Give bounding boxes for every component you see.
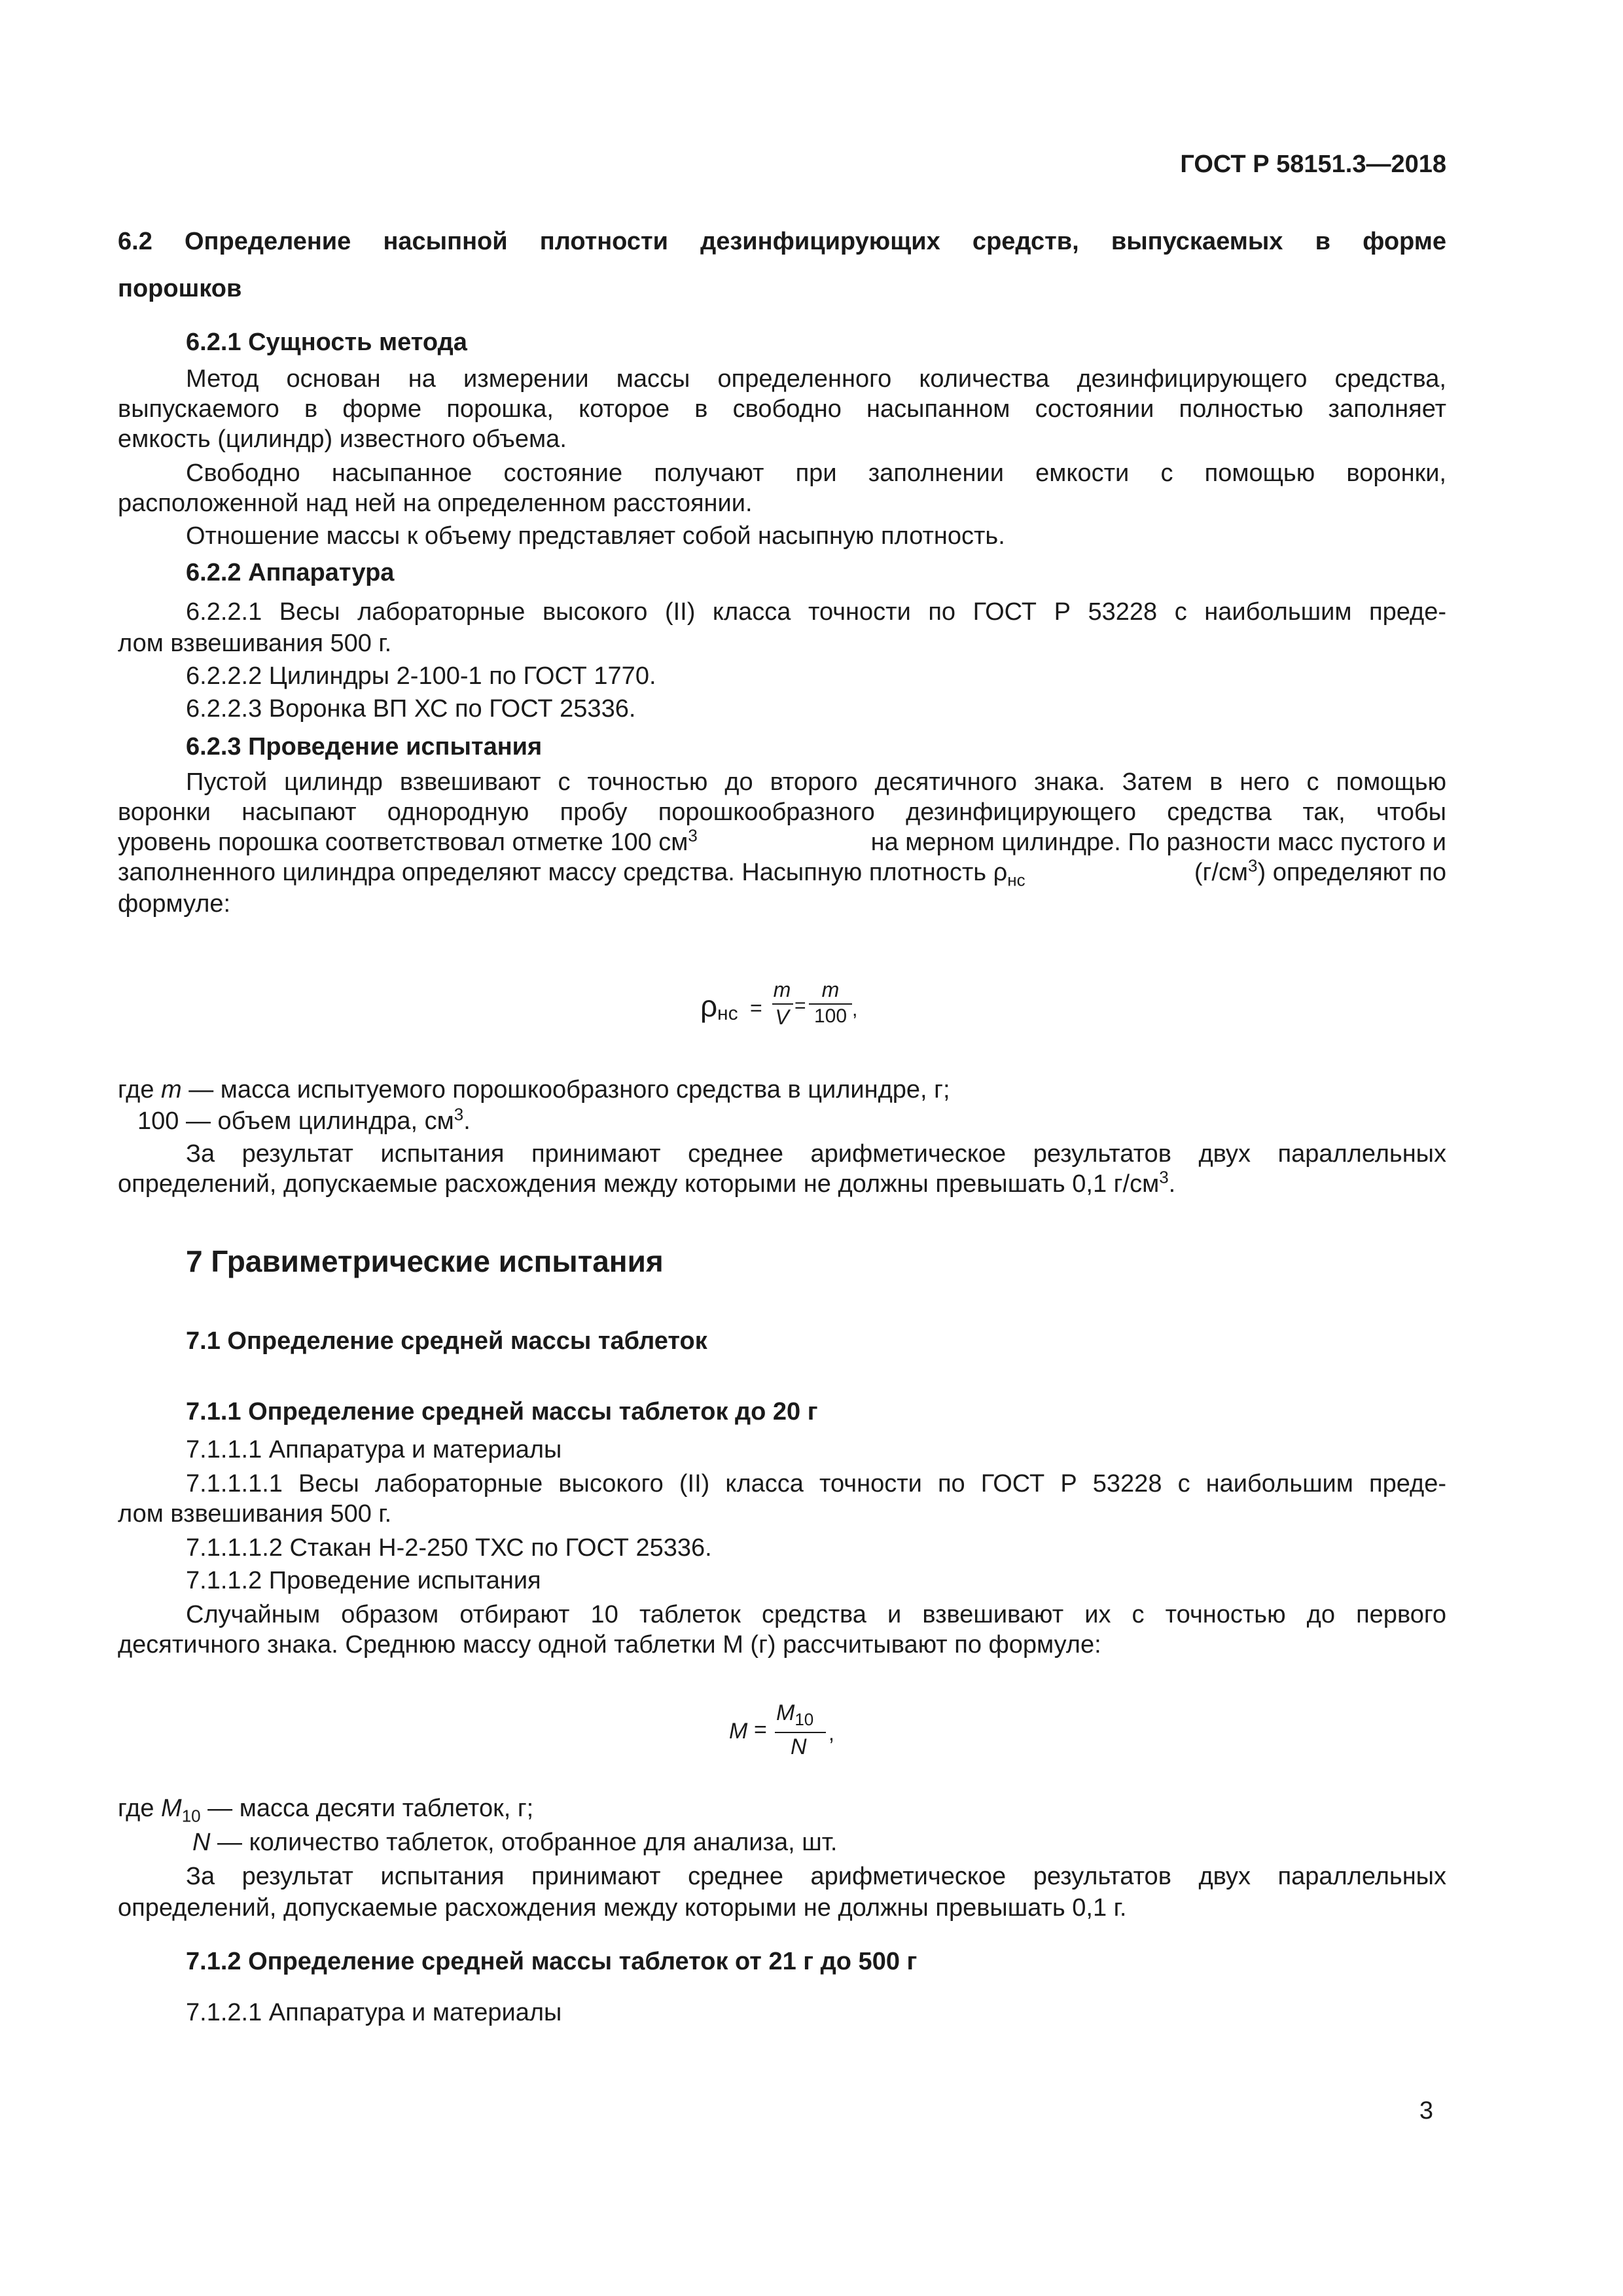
formula-eq: = xyxy=(754,1717,767,1742)
paragraph-line: Свободно насыпанное состояние получают при заполнении емкости с помощью воронки, xyxy=(186,459,1446,487)
section-6-2-3-title: 6.2.3 Проведение испытания xyxy=(186,733,543,761)
section-7-1-1-title: 7.1.1 Определение средней массы таблеток до 20 г xyxy=(186,1398,818,1426)
formula-comma: , xyxy=(852,999,858,1020)
subscript: нс xyxy=(1007,870,1026,890)
paragraph-line xyxy=(118,1169,1175,1199)
text-fragment: 100 — объем цилиндра, см xyxy=(137,1107,454,1135)
formula-den: N xyxy=(791,1734,807,1759)
paragraph-line: формуле: xyxy=(118,890,231,918)
section-7-1-title: 7.1 Определение средней массы таблеток xyxy=(186,1327,707,1355)
paragraph-line: воронки насыпают однородную пробу порошкообразного дезинфицирующего средства так, чтобы xyxy=(118,798,1446,826)
paragraph-line xyxy=(192,1827,837,1857)
text-fragment: . xyxy=(1168,1170,1176,1198)
paragraph-line: емкость (цилиндр) известного объема. xyxy=(118,425,567,453)
variable: M xyxy=(776,1700,795,1725)
text-fragment: — масса испытуемого порошкообразного средства в цилиндре, г; xyxy=(188,1076,950,1103)
variable: N xyxy=(192,1829,211,1856)
superscript: 3 xyxy=(688,825,698,846)
page-number: 3 xyxy=(1419,2097,1433,2125)
section-6-2-title-line1: 6.2 Определение насыпной плотности дезинфицирующих средств, выпускаемых в форме xyxy=(118,228,1446,255)
paragraph-line: 7.1.2.1 Аппаратура и материалы xyxy=(186,1999,562,2026)
paragraph-line: Пустой цилиндр взвешивают с точностью до второго десятичного знака. Затем в него с помощью xyxy=(186,768,1446,796)
paragraph-line: Метод основан на измерении массы определенного количества дезинфицирующего средства, xyxy=(186,365,1446,393)
section-7-title: 7 Гравиметрические испытания xyxy=(186,1244,664,1278)
formula-num xyxy=(776,1700,814,1729)
formula-den-100: 100 xyxy=(813,1005,847,1027)
paragraph-line xyxy=(118,1793,534,1826)
fraction-bar xyxy=(775,1732,826,1733)
formula-rho: ρ xyxy=(700,989,718,1023)
variable: M xyxy=(161,1795,182,1822)
paragraph-line: 7.1.1.1.2 Стакан Н-2-250 ТХС по ГОСТ 25336. xyxy=(186,1534,712,1562)
fraction-bar xyxy=(809,1003,852,1005)
formula-comma: , xyxy=(829,1721,834,1745)
text-fragment: . xyxy=(463,1107,471,1135)
paragraph-line: Отношение массы к объему представляет собой насыпную плотность. xyxy=(186,522,1005,550)
text-fragment: — количество таблеток, отобранное для анализа, шт. xyxy=(217,1829,838,1856)
formula-rho-sub: нс xyxy=(717,1003,738,1024)
section-6-2-title-line2: порошков xyxy=(118,275,242,302)
paragraph-line: 7.1.1.2 Проведение испытания xyxy=(186,1567,541,1594)
paragraph-line: 7.1.1.1.1 Весы лабораторные высокого (II) класса точности по ГОСТ Р 53228 с наибольшим преде- xyxy=(186,1470,1446,1498)
paragraph-line: 6.2.2.3 Воронка ВП ХС по ГОСТ 25336. xyxy=(186,695,636,723)
paragraph-line xyxy=(118,827,1446,857)
text-fragment: где xyxy=(118,1795,154,1822)
paragraph-line xyxy=(118,1075,950,1105)
fraction-bar xyxy=(772,1003,793,1005)
paragraph-line: За результат испытания принимают среднее арифметическое результатов двух параллельных xyxy=(186,1140,1446,1168)
paragraph-line: определений, допускаемые расхождения между которыми не должны превышать 0,1 г. xyxy=(118,1894,1127,1922)
paragraph-line: десятичного знака. Среднюю массу одной таблетки М (г) рассчитывают по формуле: xyxy=(118,1631,1101,1659)
paragraph-line: лом взвешивания 500 г. xyxy=(118,1500,392,1528)
formula-eq: = xyxy=(750,996,762,1020)
paragraph-line: 7.1.1.1 Аппаратура и материалы xyxy=(186,1436,562,1463)
formula-den-v: V xyxy=(775,1005,789,1029)
paragraph-line: расположенной над ней на определенном расстоянии. xyxy=(118,490,753,517)
paragraph-line: 6.2.2.2 Цилиндры 2-100-1 по ГОСТ 1770. xyxy=(186,662,656,690)
text-fragment: уровень порошка соответствовал отметке 100 см xyxy=(118,829,688,856)
superscript: 3 xyxy=(454,1104,464,1124)
text-fragment: ) определяют по xyxy=(1257,859,1446,886)
superscript: 3 xyxy=(1159,1167,1169,1187)
text-fragment: — масса десяти таблеток, г; xyxy=(207,1795,534,1822)
section-7-1-2-title: 7.1.2 Определение средней массы таблеток от 21 г до 500 г xyxy=(186,1948,918,1975)
text-fragment: где xyxy=(118,1076,154,1103)
text-fragment: определений, допускаемые расхождения между которыми не должны превышать 0,1 г/см xyxy=(118,1170,1160,1198)
formula-lhs: M xyxy=(729,1719,748,1744)
subscript: 10 xyxy=(794,1709,814,1729)
paragraph-line: Случайным образом отбирают 10 таблеток средства и взвешивают их с точностью до первого xyxy=(186,1601,1446,1628)
text-fragment: на мерном цилиндре. По разности масс пустого и xyxy=(870,829,1446,856)
paragraph-line xyxy=(137,1106,471,1136)
section-6-2-1-title: 6.2.1 Сущность метода xyxy=(186,329,467,356)
variable: m xyxy=(161,1076,182,1103)
paragraph-line: выпускаемого в форме порошка, которое в свободно насыпанном состоянии полностью заполняет xyxy=(118,395,1446,423)
paragraph-line: 6.2.2.1 Весы лабораторные высокого (II) класса точности по ГОСТ Р 53228 с наибольшим преде- xyxy=(186,598,1446,626)
subscript: 10 xyxy=(181,1806,201,1826)
formula-num-m: m xyxy=(773,978,791,1001)
section-6-2-2-title: 6.2.2 Аппаратура xyxy=(186,559,395,586)
paragraph-line: За результат испытания принимают среднее арифметическое результатов двух параллельных xyxy=(186,1863,1446,1890)
superscript: 3 xyxy=(1248,855,1258,876)
doc-number: ГОСТ Р 58151.3—2018 xyxy=(1180,151,1446,178)
text-fragment: заполненного цилиндра определяют массу средства. Насыпную плотность ρ xyxy=(118,859,1008,886)
formula-num-m: m xyxy=(821,978,840,1001)
text-fragment: (г/см xyxy=(1194,859,1249,886)
paragraph-line: лом взвешивания 500 г. xyxy=(118,630,392,657)
formula-eq2: = xyxy=(794,995,806,1016)
paragraph-line xyxy=(118,857,1446,888)
